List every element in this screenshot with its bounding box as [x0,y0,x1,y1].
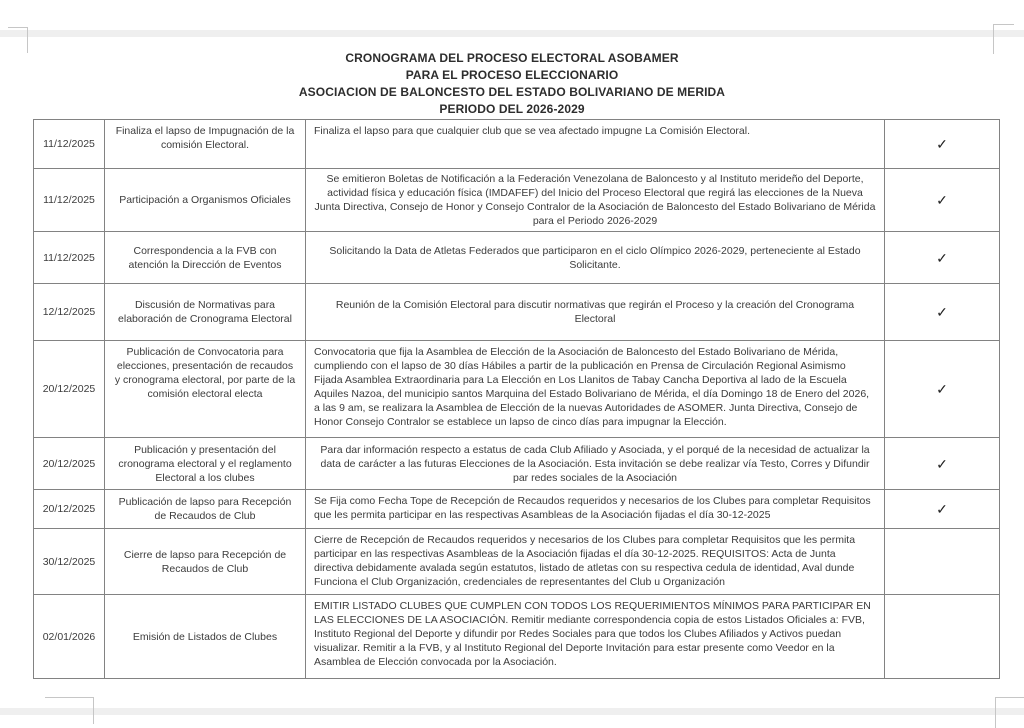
activity-cell: Cierre de lapso para Recepción de Recaudos de Club [105,529,306,595]
description-cell: Cierre de Recepción de Recaudos requeridos y necesarios de los Clubes para completar Requisitos que les permita participar en las respectivas Asambleas de la Asociación fijadas el día 30-12-2025. REQUISITOS: Acta de Junta directiva debidamente avalada según estatutos, listado de atletas con su respectiva cedula de identidad, Aval dunde Funciona el Club Organización, credenciales de representantes del Club u Organización [306,529,885,595]
table-row [34,490,1000,529]
status-check-cell [885,490,1000,529]
activity-cell: Emisión de Listados de Clubes [105,595,306,679]
title-line-3: ASOCIACION DE BALONCESTO DEL ESTADO BOLIVARIANO DE MERIDA [298,85,726,99]
table-row [34,120,1000,169]
check-icon: ✓ [936,192,948,208]
title-line-1: CRONOGRAMA DEL PROCESO ELECTORAL ASOBAMER [345,51,679,65]
status-check-cell [885,529,1000,595]
check-icon: ✓ [936,304,948,320]
date-cell: 30/12/2025 [34,529,105,595]
date-cell: 20/12/2025 [34,490,105,529]
page-corner-bottom-left-icon [45,697,94,724]
activity-cell: Participación a Organismos Oficiales [105,169,306,232]
date-cell: 11/12/2025 [34,169,105,232]
table-row [34,284,1000,341]
status-check-cell [885,595,1000,679]
description-cell: Convocatoria que fija la Asamblea de Elección de la Asociación de Baloncesto del Estado Bolivariano de Mérida, cumpliendo con el lapso de 30 días Hábiles a partir de la publicación en Prensa de Circulación Regional Asimismo Fijada Asamblea Extraordinaria para La Elección en Los Llanitos de Tabay Cancha Deportiva al lado de la Escuela Aquiles Nazoa, del municipio santos Marquina del Estado Bolivariano de Mérida, el día Domingo 18 de Enero del 2026, a las 9 am, se realizara la Asamblea de Elección de la nuevas Autoridades de ASOMER. Junta Directiva, Consejo de Honor Consejo Contralor se establece un lapso de cinco días para impugnar la Elección. [306,341,885,438]
activity-cell: Discusión de Normativas para elaboración de Cronograma Electoral [105,284,306,341]
description-cell: Se Fija como Fecha Tope de Recepción de Recaudos requeridos y necesarios de los Clubes para completar Requisitos que les permita participar en las respectivas Asambleas de la Asociación fijadas el día 30-12-2025 [306,490,885,529]
status-check-cell [885,120,1000,169]
page-corner-bottom-right-icon [995,697,1024,728]
table-row [34,595,1000,679]
activity-cell: Finaliza el lapso de Impugnación de la comisión Electoral. [105,120,306,169]
date-cell: 11/12/2025 [34,120,105,169]
table-row [34,341,1000,438]
date-cell: 20/12/2025 [34,438,105,490]
status-check-cell [885,341,1000,438]
check-icon: ✓ [936,136,948,152]
table-row [34,232,1000,284]
check-icon: ✓ [936,381,948,397]
date-cell: 12/12/2025 [34,284,105,341]
status-check-cell [885,232,1000,284]
description-cell: Para dar información respecto a estatus de cada Club Afiliado y Asociada, y el porqué de la necesidad de actualizar la data de carácter a las futuras Elecciones de la Asociación. Esta invitación se debe realizar vía Testo, Corres y Difundir par redes sociales de la Asociación [306,438,885,490]
check-icon: ✓ [936,249,948,266]
date-cell: 02/01/2026 [34,595,105,679]
status-check-cell [885,169,1000,232]
description-cell: Finaliza el lapso para que cualquier club que se vea afectado impugne La Comisión Electoral. [306,120,885,169]
title-line-2: PARA EL PROCESO ELECCIONARIO [405,68,619,82]
description-cell: Se emitieron Boletas de Notificación a la Federación Venezolana de Baloncesto y al Instituto merideño del Deporte, actividad física y educación física (IMDAFEF) del Inicio del Proceso Electoral que regirá las elecciones de la Nueva Junta Directiva, Consejo de Honor y Consejo Contralor de la Asociación de Baloncesto del Estado Bolivariano de Mérida para el Periodo 2026-2029 [306,169,885,232]
table-row [34,529,1000,595]
activity-cell: Correspondencia a la FVB con atención la Dirección de Eventos [105,232,306,284]
title-line-4: PERIODO DEL 2026-2029 [439,102,585,116]
activity-cell: Publicación y presentación del cronograma electoral y el reglamento Electoral a los clubes [105,438,306,490]
table-row [34,169,1000,232]
schedule-table [33,119,1000,679]
date-cell: 11/12/2025 [34,232,105,284]
activity-cell: Publicación de Convocatoria para elecciones, presentación de recaudos y cronograma electoral, por parte de la comisión electoral electa [105,341,306,438]
table-row [34,438,1000,490]
page-gap-bottom [0,708,1024,715]
description-cell: EMITIR LISTADO CLUBES QUE CUMPLEN CON TODOS LOS REQUERIMIENTOS MÍNIMOS PARA PARTICIPAR EN LAS ELECCIONES DE LA ASOCIACIÓN. Remitir mediante correspondencia copia de estos Listados Oficiales a: FVB, Instituto Regional del Deporte y difundir por Redes Sociales para que todos los Clubes Afiliados y Activos puedan visualizar. Remitir a la FVB, y al Instituto Regional del Deporte Invitación para estar presente como Veedor en la Asamblea de Elección convocada por la Asociación. [306,595,885,679]
description-cell: Solicitando la Data de Atletas Federados que participaron en el ciclo Olímpico 2026-2029, perteneciente al Estado Solicitante. [306,232,885,284]
description-cell: Reunión de la Comisión Electoral para discutir normativas que regirán el Proceso y la creación del Cronograma Electoral [306,284,885,341]
date-cell: 20/12/2025 [34,341,105,438]
activity-cell: Publicación de lapso para Recepción de Recaudos de Club [105,490,306,529]
check-icon: ✓ [936,455,948,472]
status-check-cell [885,438,1000,490]
check-icon: ✓ [936,501,948,517]
status-check-cell [885,284,1000,341]
page-gap-top [0,30,1024,37]
document-title [0,50,1024,118]
